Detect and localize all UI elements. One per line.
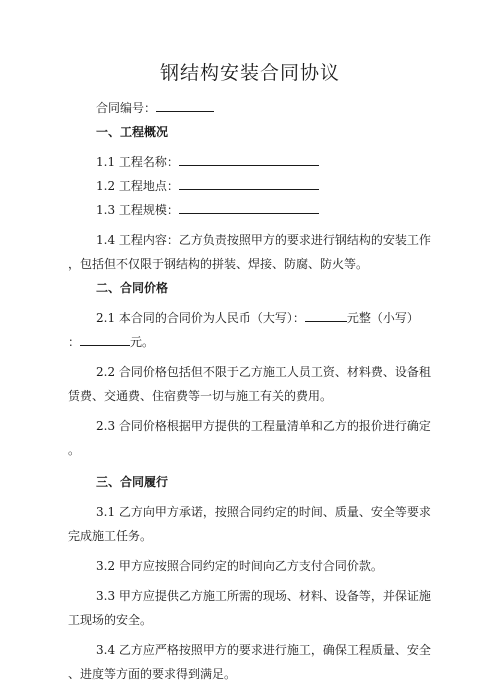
contract-price-line-2 xyxy=(68,330,432,354)
contract-price-text-pre: 2.1 本合同的合同价为人民币（大写）： xyxy=(96,311,305,325)
contract-price-text-mid: 元整（小写） xyxy=(346,311,419,325)
contract-number-label: 合同编号： xyxy=(96,101,157,115)
construction-requirement-paragraph xyxy=(68,638,432,686)
contract-price-text-l2-post: 元。 xyxy=(130,335,155,349)
project-scale-line xyxy=(68,198,432,222)
price-lowercase-blank xyxy=(80,330,130,346)
project-content-line-2: ，包括但不仅限于钢结构的拼装、焊接、防腐、防火等。 xyxy=(68,257,369,271)
contract-price-text-l2-pre: ： xyxy=(68,335,81,349)
section-heading-performance: 三、合同履行 xyxy=(96,475,169,489)
contract-price-paragraph xyxy=(68,306,432,354)
document-title: 钢结构安装合同协议 xyxy=(159,62,340,84)
price-scope-line-2: 赁费、交通费、住宿费等一切与施工有关的费用。 xyxy=(68,389,333,403)
project-scale-label: 1.3 工程规模： xyxy=(96,203,179,217)
contract-number-line xyxy=(68,96,432,120)
site-provision-paragraph xyxy=(68,584,432,632)
site-provision-line-1: 3.3 甲方应提供乙方施工所需的现场、材料、设备等，并保证施 xyxy=(96,589,431,603)
project-name-line xyxy=(68,150,432,174)
price-scope-paragraph xyxy=(68,360,432,408)
construction-requirement-line-2: 、进度等方面的要求得到满足。 xyxy=(68,667,237,681)
contract-price-line-1 xyxy=(68,306,432,330)
section-heading-overview: 一、工程概况 xyxy=(96,125,169,139)
price-basis-line-1: 2.3 合同价格根据甲方提供的工程量清单和乙方的报价进行确定 xyxy=(96,419,431,433)
construction-requirement-line-1: 3.4 乙方应严格按照甲方的要求进行施工，确保工程质量、安全 xyxy=(96,643,431,657)
project-content-line-1: 1.4 工程内容：乙方负责按照甲方的要求进行钢结构的安装工作 xyxy=(96,233,431,247)
site-provision-line-2: 工现场的安全。 xyxy=(68,613,153,627)
payment-obligation-line-1: 3.2 甲方应按照合同约定的时间向乙方支付合同价款。 xyxy=(96,559,383,573)
project-location-line xyxy=(68,174,432,198)
project-content-paragraph xyxy=(68,228,432,276)
price-basis-paragraph xyxy=(68,414,432,462)
price-scope-line-1: 2.2 合同价格包括但不限于乙方施工人员工资、材料费、设备租 xyxy=(96,365,431,379)
contractor-commitment-paragraph xyxy=(68,500,432,548)
project-name-blank xyxy=(179,150,319,166)
contractor-commitment-line-2: 完成施工任务。 xyxy=(68,529,153,543)
contractor-commitment-line-1: 3.1 乙方向甲方承诺，按照合同约定的时间、质量、安全等要求 xyxy=(96,505,431,519)
project-scale-blank xyxy=(179,198,319,214)
project-location-blank xyxy=(179,174,319,190)
price-basis-line-2: 。 xyxy=(68,443,81,457)
payment-obligation-paragraph xyxy=(68,554,432,578)
project-name-label: 1.1 工程名称： xyxy=(96,155,179,169)
section-heading-price: 二、合同价格 xyxy=(96,281,169,295)
project-location-label: 1.2 工程地点： xyxy=(96,179,179,193)
price-uppercase-blank xyxy=(305,306,347,322)
contract-number-blank xyxy=(156,96,214,112)
